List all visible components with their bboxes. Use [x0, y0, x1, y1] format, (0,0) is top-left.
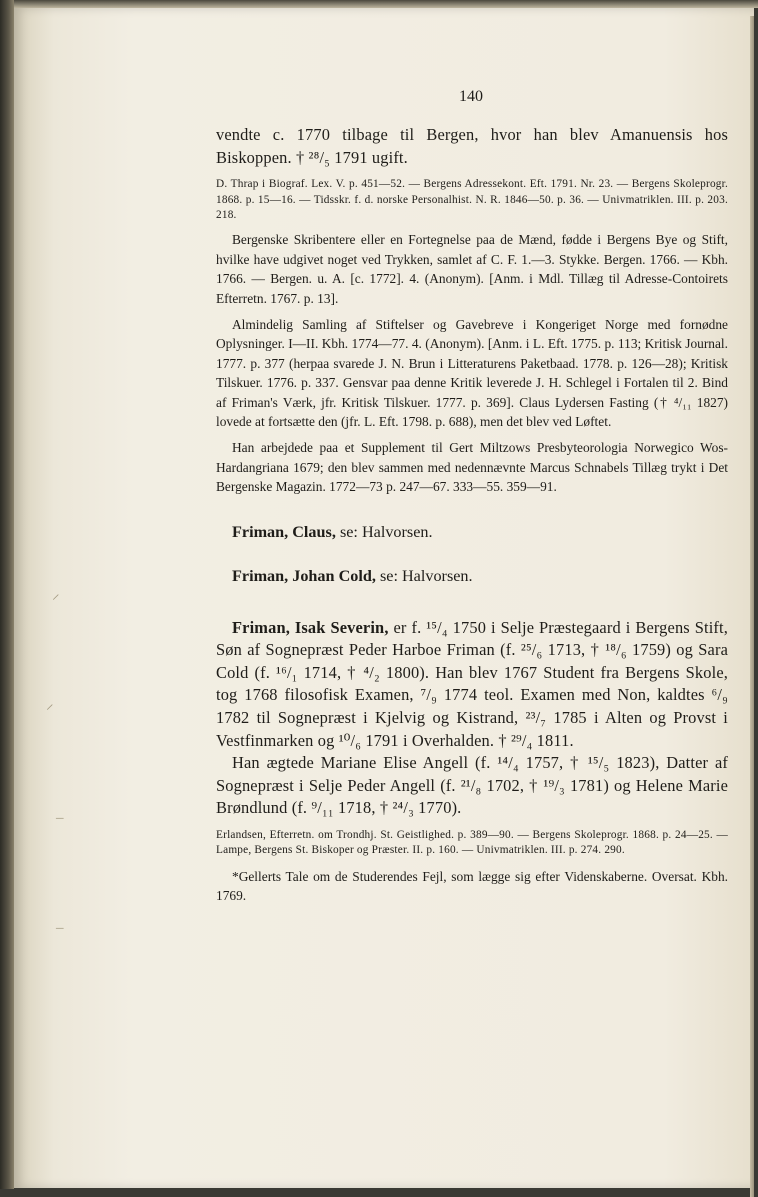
references-erlandsen: Erlandsen, Efterretn. om Trondhj. St. Geistlighed. p. 389—90. — Bergens Skoleprogr. 1868. p. 24—25. — Lampe, Bergens St. Biskoper og Præster. II. p. 160. — Univmatriklen. III. p. 274. 290.: [216, 829, 728, 857]
work-bergenske-skribentere: Bergenske Skribentere eller en Fortegnelse paa de Mænd, fødde i Bergens Bye og Stift, hvilke have udgivet noget ved Trykken, samlet af C. F. 1.—3. Stykke. Bergen. 1766. — Kbh. 1766. — Bergen. u. A. [c. 1772]. 4. (Anonym). [Anm. i Mdl. Tillæg til Adresse-Contoirets Efterretn. 1767. p. 13].: [216, 232, 728, 306]
entry-name: Friman, Johan Cold,: [232, 566, 376, 585]
entry-friman-isak-severin: [216, 617, 728, 753]
entry-text: se: Halvorsen.: [335, 522, 433, 541]
page-right-edge: [750, 16, 754, 1197]
margin-pencil-mark: ⸍: [52, 593, 60, 609]
page-body: [216, 124, 728, 906]
work-gellerts-tale: *Gellerts Tale om de Studerendes Fejl, som lægge sig efter Videnskaberne. Oversat. Kbh. 1769.: [216, 868, 728, 904]
entry-text: se: Halvorsen.: [375, 566, 473, 585]
paragraph-continuation: vendte c. 1770 tilbage til Bergen, hvor han blev Amanuensis hos Biskoppen. † ²⁸/₅ 1791 ugift.: [216, 125, 728, 167]
page-number: 140: [459, 88, 483, 105]
work-supplement: Han arbejdede paa et Supplement til Gert Miltzows Presbyteorologia Norwegico Wos-Hardangriana 1679; den blev sammen med nedennævnte Marcus Schnabels Tillæg trykt i Det Bergenske Magazin. 1772—73 p. 247—67. 333—55. 359—91.: [216, 440, 728, 495]
entry-text: er f. ¹⁵/₄ 1750 i Selje Præstegaard i Bergens Stift, Søn af Sognepræst Peder Harboe Friman (f. ²⁵/₆ 1713, † ¹⁸/₆ 1759) og Sara Cold (f. ¹⁶/₁ 1714, † ⁴/₂ 1800). Han blev 1767 Student fra Bergens Skole, tog 1768 filosofisk Examen, ⁷/₉ 1774 teol. Examen med Non, kaldtes ⁶/₉ 1782 til Sognepræst i Kjelvig og Kistrand, ²³/₇ 1785 i Alten og Provst i Vestfinmarken og ¹⁰/₆ 1791 i Overhalden. † ²⁹/₄ 1811.: [216, 617, 728, 750]
work-almindelig-samling: Almindelig Samling af Stiftelser og Gavebreve i Kongeriget Norge med fornødne Oplysninger. I—II. Kbh. 1774—77. 4. (Anonym). [Anm. i L. Eft. 1775. p. 113; Kritisk Journal. 1777. p. 377 (herpaa svarede J. N. Brun i Litteraturens Paketbaad. 1778. p. 126—28); Kritisk Tilskuer. 1776. p. 337. Gensvar paa denne Kritik leverede J. H. Schlegel i Fortalen til 2. Bind af Friman's Værk, jfr. Kritisk Tilskuer. 1777. p. 369]. Claus Lydersen Fasting († ⁴/₁₁ 1827) lovede at fortsætte den (jfr. L. Eft. 1798. p. 688), men det blev ved Løftet.: [216, 317, 728, 430]
margin-pencil-mark: –: [56, 810, 64, 826]
page-top-edge: [14, 0, 758, 8]
paragraph-marriage: Han ægtede Mariane Elise Angell (f. ¹⁴/₄ 1757, † ¹⁵/₅ 1823), Datter af Sognepræst i Selje Peder Angell (f. ²¹/₈ 1702, † ¹⁹/₃ 1781) og Helene Marie Brøndlund (f. ⁹/₁₁ 1718, † ²⁴/₃ 1770).: [216, 753, 728, 818]
margin-pencil-mark: –: [56, 920, 64, 936]
book-binding: [0, 0, 14, 1189]
entry-friman-johan-cold: [216, 565, 728, 587]
entry-friman-claus: [216, 521, 728, 543]
references-thrap: D. Thrap i Biograf. Lex. V. p. 451—52. — Bergens Adressekont. Eft. 1791. Nr. 23. — Bergens Skoleprogr. 1868. p. 15—16. — Tidsskr. f. d. norske Personalhist. N. R. 1846—50. p. 36. — Univmatriklen. III. p. 203. 218.: [216, 178, 728, 221]
entry-name: Friman, Claus,: [232, 522, 336, 541]
margin-pencil-mark: ⸍: [46, 703, 54, 719]
entry-name: Friman, Isak Severin,: [232, 617, 389, 637]
